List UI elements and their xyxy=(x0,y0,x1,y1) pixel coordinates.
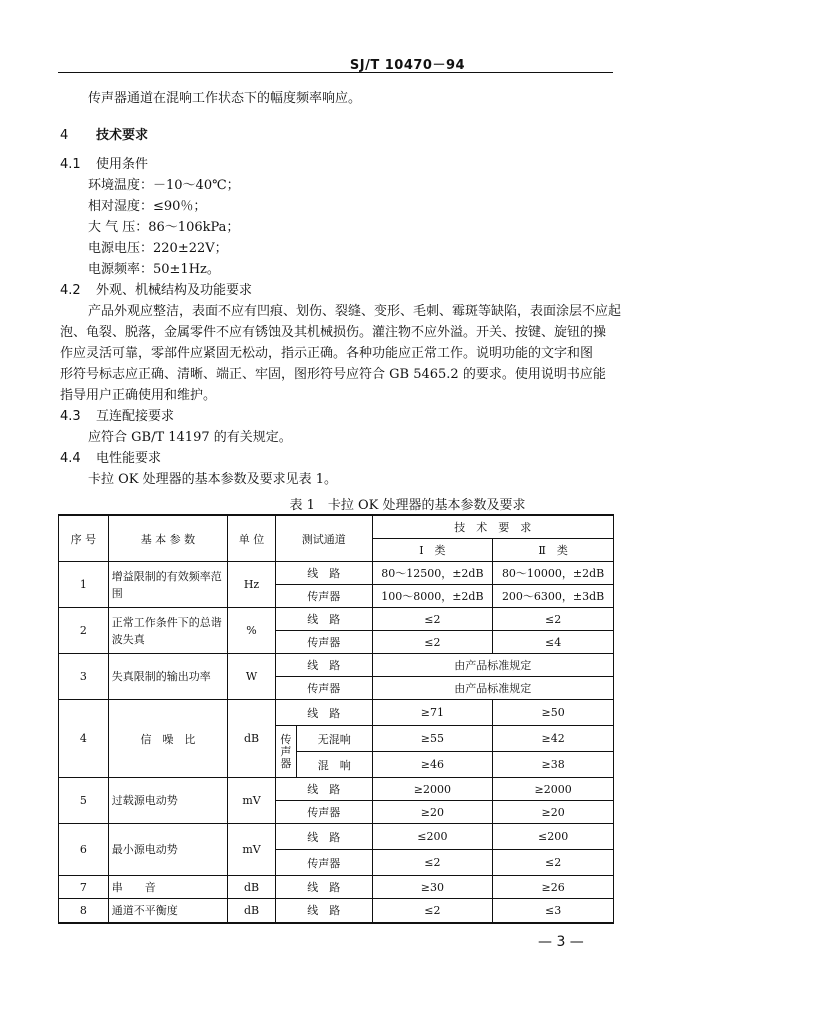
row-unit: mV xyxy=(228,824,276,876)
paragraph-line: 作应灵活可靠，零部件应紧固无松动，指示正确。各种功能应正常工作。说明功能的文字和图 xyxy=(60,346,594,361)
row-no: 1 xyxy=(59,562,109,608)
row-no: 2 xyxy=(59,608,109,654)
value-cell: ≥20 xyxy=(493,801,614,824)
row-no: 3 xyxy=(59,654,109,700)
section-4-heading xyxy=(60,124,148,143)
channel-mic: 传声器 xyxy=(275,677,372,700)
row-unit: W xyxy=(228,654,276,700)
value-cell: ≥50 xyxy=(493,700,614,726)
value-cell: ≤200 xyxy=(372,824,493,850)
value-cell: ≤3 xyxy=(493,899,614,923)
value-cell: ≤2 xyxy=(372,608,493,631)
channel-line: 线 路 xyxy=(275,876,372,899)
value-cell: 100～8000，±2dB xyxy=(372,585,493,608)
row-param: 增益限制的有效频率范围 xyxy=(108,562,227,608)
row-unit: dB xyxy=(228,876,276,899)
row-param: 正常工作条件下的总谐波失真 xyxy=(108,608,227,654)
table-caption: 表 1 卡拉 OK 处理器的基本参数及要求 xyxy=(289,498,526,513)
value-cell: 200～6300，±3dB xyxy=(493,585,614,608)
paragraph-line: 形符号标志应正确、清晰、端正、牢固，图形符号应符合 GB 5465.2 的要求。使用说明书应能 xyxy=(60,367,606,382)
section-4-4-heading xyxy=(60,448,161,469)
col-header-no: 序 号 xyxy=(59,515,109,562)
channel-mic: 传声器 xyxy=(275,631,372,654)
section-4-1-heading xyxy=(60,154,148,175)
value-cell: ≥38 xyxy=(493,752,614,778)
value-cell: ≤2 xyxy=(372,631,493,654)
col-header-channel: 测试通道 xyxy=(275,515,372,562)
condition-item: 电源电压：220±22V； xyxy=(88,241,228,256)
row-no: 5 xyxy=(59,778,109,824)
section-4-4-number: 4.4 xyxy=(60,451,81,466)
header-rule xyxy=(58,72,613,73)
value-cell: 80～10000，±2dB xyxy=(493,562,614,585)
value-cell: ≥2000 xyxy=(493,778,614,801)
value-cell: ≥26 xyxy=(493,876,614,899)
condition-item: 环境温度：－10～40℃； xyxy=(88,178,240,193)
row-no: 6 xyxy=(59,824,109,876)
appearance-paragraph xyxy=(88,301,621,322)
section-4-title: 技术要求 xyxy=(96,128,149,143)
value-cell: ≥30 xyxy=(372,876,493,899)
row-param: 信 噪 比 xyxy=(108,700,227,778)
value-cell: ≥2000 xyxy=(372,778,493,801)
condition-item: 电源频率：50±1Hz。 xyxy=(88,262,220,277)
row-no: 7 xyxy=(59,876,109,899)
condition-item: 大 气 压：86～106kPa； xyxy=(88,220,240,235)
channel-line: 线 路 xyxy=(275,824,372,850)
channel-line: 线 路 xyxy=(275,778,372,801)
channel-line: 线 路 xyxy=(275,654,372,677)
channel-line: 线 路 xyxy=(275,700,372,726)
row-unit: mV xyxy=(228,778,276,824)
value-cell: ≤2 xyxy=(493,850,614,876)
channel-no-reverb: 无混响 xyxy=(296,726,372,752)
appearance-paragraph-cont xyxy=(60,322,606,406)
section-4-number: 4 xyxy=(60,128,69,143)
section-4-3-heading xyxy=(60,406,174,427)
value-cell: ≥46 xyxy=(372,752,493,778)
value-cell: ≤2 xyxy=(493,608,614,631)
row-unit: Hz xyxy=(228,562,276,608)
document-header: SJ/T 10470－94 xyxy=(349,58,466,73)
value-cell: ≥20 xyxy=(372,801,493,824)
channel-mic: 传声器 xyxy=(275,801,372,824)
col-header-param: 基 本 参 数 xyxy=(108,515,227,562)
value-cell: ≤4 xyxy=(493,631,614,654)
channel-reverb: 混 响 xyxy=(296,752,372,778)
row-param: 最小源电动势 xyxy=(108,824,227,876)
section-4-3-number: 4.3 xyxy=(60,409,81,424)
row-unit: dB xyxy=(228,700,276,778)
channel-mic: 传声器 xyxy=(275,585,372,608)
section-4-1-number: 4.1 xyxy=(60,157,81,172)
col-header-class-1: Ⅰ 类 xyxy=(372,539,493,562)
channel-line: 线 路 xyxy=(275,899,372,923)
section-4-2-heading xyxy=(60,280,252,301)
condition-item: 相对湿度：≤90％； xyxy=(88,199,207,214)
row-unit: dB xyxy=(228,899,276,923)
channel-line: 线 路 xyxy=(275,608,372,631)
row-param: 过载源电动势 xyxy=(108,778,227,824)
row-param: 通道不平衡度 xyxy=(108,899,227,923)
section-4-4-text: 卡拉 OK 处理器的基本参数及要求见表 1。 xyxy=(88,472,338,487)
paragraph-line: 指导用户正确使用和维护。 xyxy=(60,388,217,403)
page-number: — 3 — xyxy=(538,934,584,950)
paragraph-line: 产品外观应整洁，表面不应有凹痕、划伤、裂缝、变形、毛刺、霉斑等缺陷，表面涂层不应起 xyxy=(88,304,622,319)
channel-mic: 传声器 xyxy=(275,850,372,876)
channel-mic-vertical: 传声器 xyxy=(275,726,296,778)
value-cell: 80～12500，±2dB xyxy=(372,562,493,585)
value-cell: ≥71 xyxy=(372,700,493,726)
row-unit: % xyxy=(228,608,276,654)
conditions-list xyxy=(88,175,240,280)
value-cell: 由产品标准规定 xyxy=(372,654,613,677)
channel-line: 线 路 xyxy=(275,562,372,585)
section-4-3-title: 互连配接要求 xyxy=(96,409,175,424)
intro-line: 传声器通道在混响工作状态下的幅度频率响应。 xyxy=(88,91,362,106)
col-header-unit: 单 位 xyxy=(228,515,276,562)
paragraph-line: 泡、龟裂、脱落，金属零件不应有锈蚀及其机械损伤。灌注物不应外溢。开关、按键、旋钮的操 xyxy=(60,325,607,340)
value-cell: ≥42 xyxy=(493,726,614,752)
section-4-2-number: 4.2 xyxy=(60,283,81,298)
value-cell: ≥55 xyxy=(372,726,493,752)
value-cell: ≤2 xyxy=(372,899,493,923)
col-header-class-2: Ⅱ 类 xyxy=(493,539,614,562)
row-no: 4 xyxy=(59,700,109,778)
value-cell: ≤2 xyxy=(372,850,493,876)
parameters-table xyxy=(58,514,614,924)
row-no: 8 xyxy=(59,899,109,923)
section-4-4-title: 电性能要求 xyxy=(96,451,162,466)
section-4-1-title: 使用条件 xyxy=(96,157,149,172)
value-cell: ≤200 xyxy=(493,824,614,850)
col-header-requirements: 技 术 要 求 xyxy=(372,515,613,539)
value-cell: 由产品标准规定 xyxy=(372,677,613,700)
row-param: 串 音 xyxy=(108,876,227,899)
section-4-2-title: 外观、机械结构及功能要求 xyxy=(96,283,253,298)
row-param: 失真限制的输出功率 xyxy=(108,654,227,700)
section-4-3-text: 应符合 GB/T 14197 的有关规定。 xyxy=(88,430,292,445)
